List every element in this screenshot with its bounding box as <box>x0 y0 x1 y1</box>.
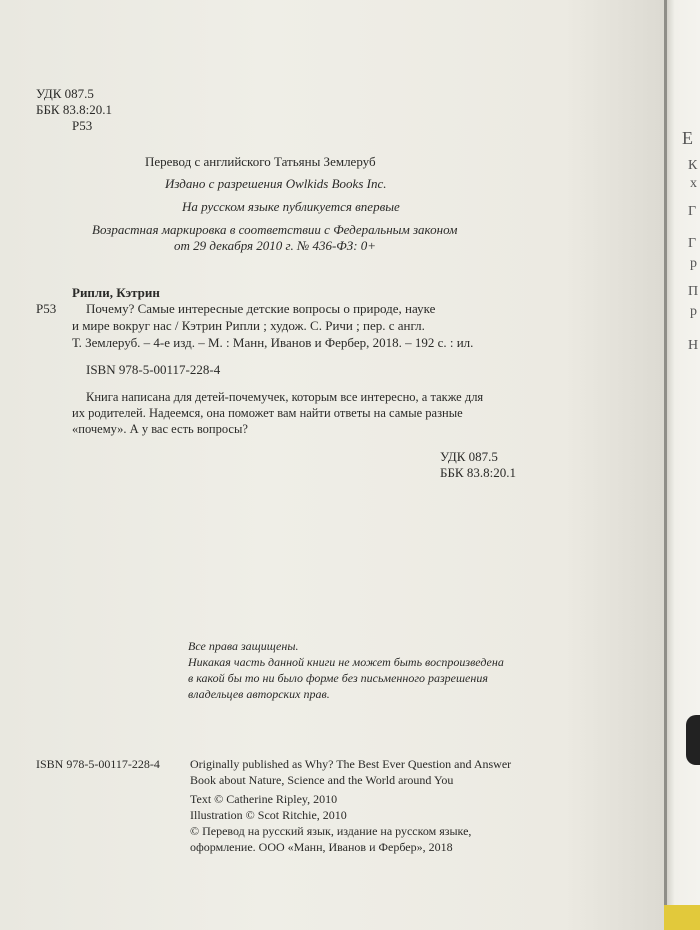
catalog-line: Т. Землеруб. – 4-е изд. – М. : Манн, Иванов и Фербер, 2018. – 192 с. : ил. <box>72 335 474 350</box>
next-page-fragment: р <box>690 256 697 271</box>
page-gutter-shadow <box>664 0 667 930</box>
next-page-fragment: П <box>688 284 699 299</box>
udk-top: УДК 087.5 <box>36 86 94 101</box>
rights-line: Все права защищены. <box>188 639 299 653</box>
illustration-fragment <box>686 715 700 765</box>
next-page-fragment: х <box>690 176 697 191</box>
cover-edge <box>664 905 700 930</box>
footer-isbn: ISBN 978-5-00117-228-4 <box>36 757 160 771</box>
footer-line: Illustration © Scot Ritchie, 2010 <box>190 808 347 822</box>
annotation-line: «почему». А у вас есть вопросы? <box>72 422 248 436</box>
rights-line: в какой бы то ни было форме без письменного разрешения <box>188 671 488 685</box>
catalog-line: и мире вокруг нас / Кэтрин Рипли ; худож. С. Ричи ; пер. с англ. <box>72 318 425 333</box>
catalog-isbn: ISBN 978-5-00117-228-4 <box>86 362 221 377</box>
footer-line: © Перевод на русский язык, издание на русском языке, <box>190 824 472 838</box>
next-page-fragment: Е <box>682 128 693 148</box>
annotation-line: Книга написана для детей-почемучек, которым все интересно, а также для <box>86 390 484 404</box>
footer-line: оформление. ООО «Манн, Иванов и Фербер», 2018 <box>190 840 453 854</box>
publishing-note: Издано с разрешения Owlkids Books Inc. <box>165 176 387 191</box>
next-page-edge <box>664 0 700 930</box>
publishing-note: от 29 декабря 2010 г. № 436-ФЗ: 0+ <box>174 238 377 253</box>
catalog-mark: Р53 <box>36 301 57 316</box>
annotation-line: их родителей. Надеемся, она поможет вам найти ответы на самые разные <box>72 406 463 420</box>
next-page-fragment: р <box>690 304 697 319</box>
next-page-fragment: Г <box>688 236 697 251</box>
bbk-top: ББК 83.8:20.1 <box>36 102 112 117</box>
footer-line: Book about Nature, Science and the World around You <box>190 773 454 787</box>
rights-line: Никакая часть данной книги не может быть воспроизведена <box>188 655 504 669</box>
author-mark-top: Р53 <box>72 118 93 133</box>
publishing-note: Возрастная маркировка в соответствии с Федеральным законом <box>92 222 458 237</box>
catalog-bbk: ББК 83.8:20.1 <box>440 465 516 480</box>
next-page-fragment: Н <box>688 338 699 353</box>
next-page-fragment: Г <box>688 204 697 219</box>
catalog-udk: УДК 087.5 <box>440 449 498 464</box>
footer-line: Text © Catherine Ripley, 2010 <box>190 792 338 806</box>
publishing-note: На русском языке публикуется впервые <box>182 199 400 214</box>
catalog-line: Почему? Самые интересные детские вопросы о природе, науке <box>86 301 436 316</box>
footer-line: Originally published as Why? The Best Ever Question and Answer <box>190 757 512 771</box>
next-page-fragment: К <box>688 158 698 173</box>
translation-credit: Перевод с английского Татьяны Землеруб <box>145 154 376 169</box>
rights-line: владельцев авторских прав. <box>188 687 330 701</box>
catalog-author: Рипли, Кэтрин <box>72 285 160 300</box>
